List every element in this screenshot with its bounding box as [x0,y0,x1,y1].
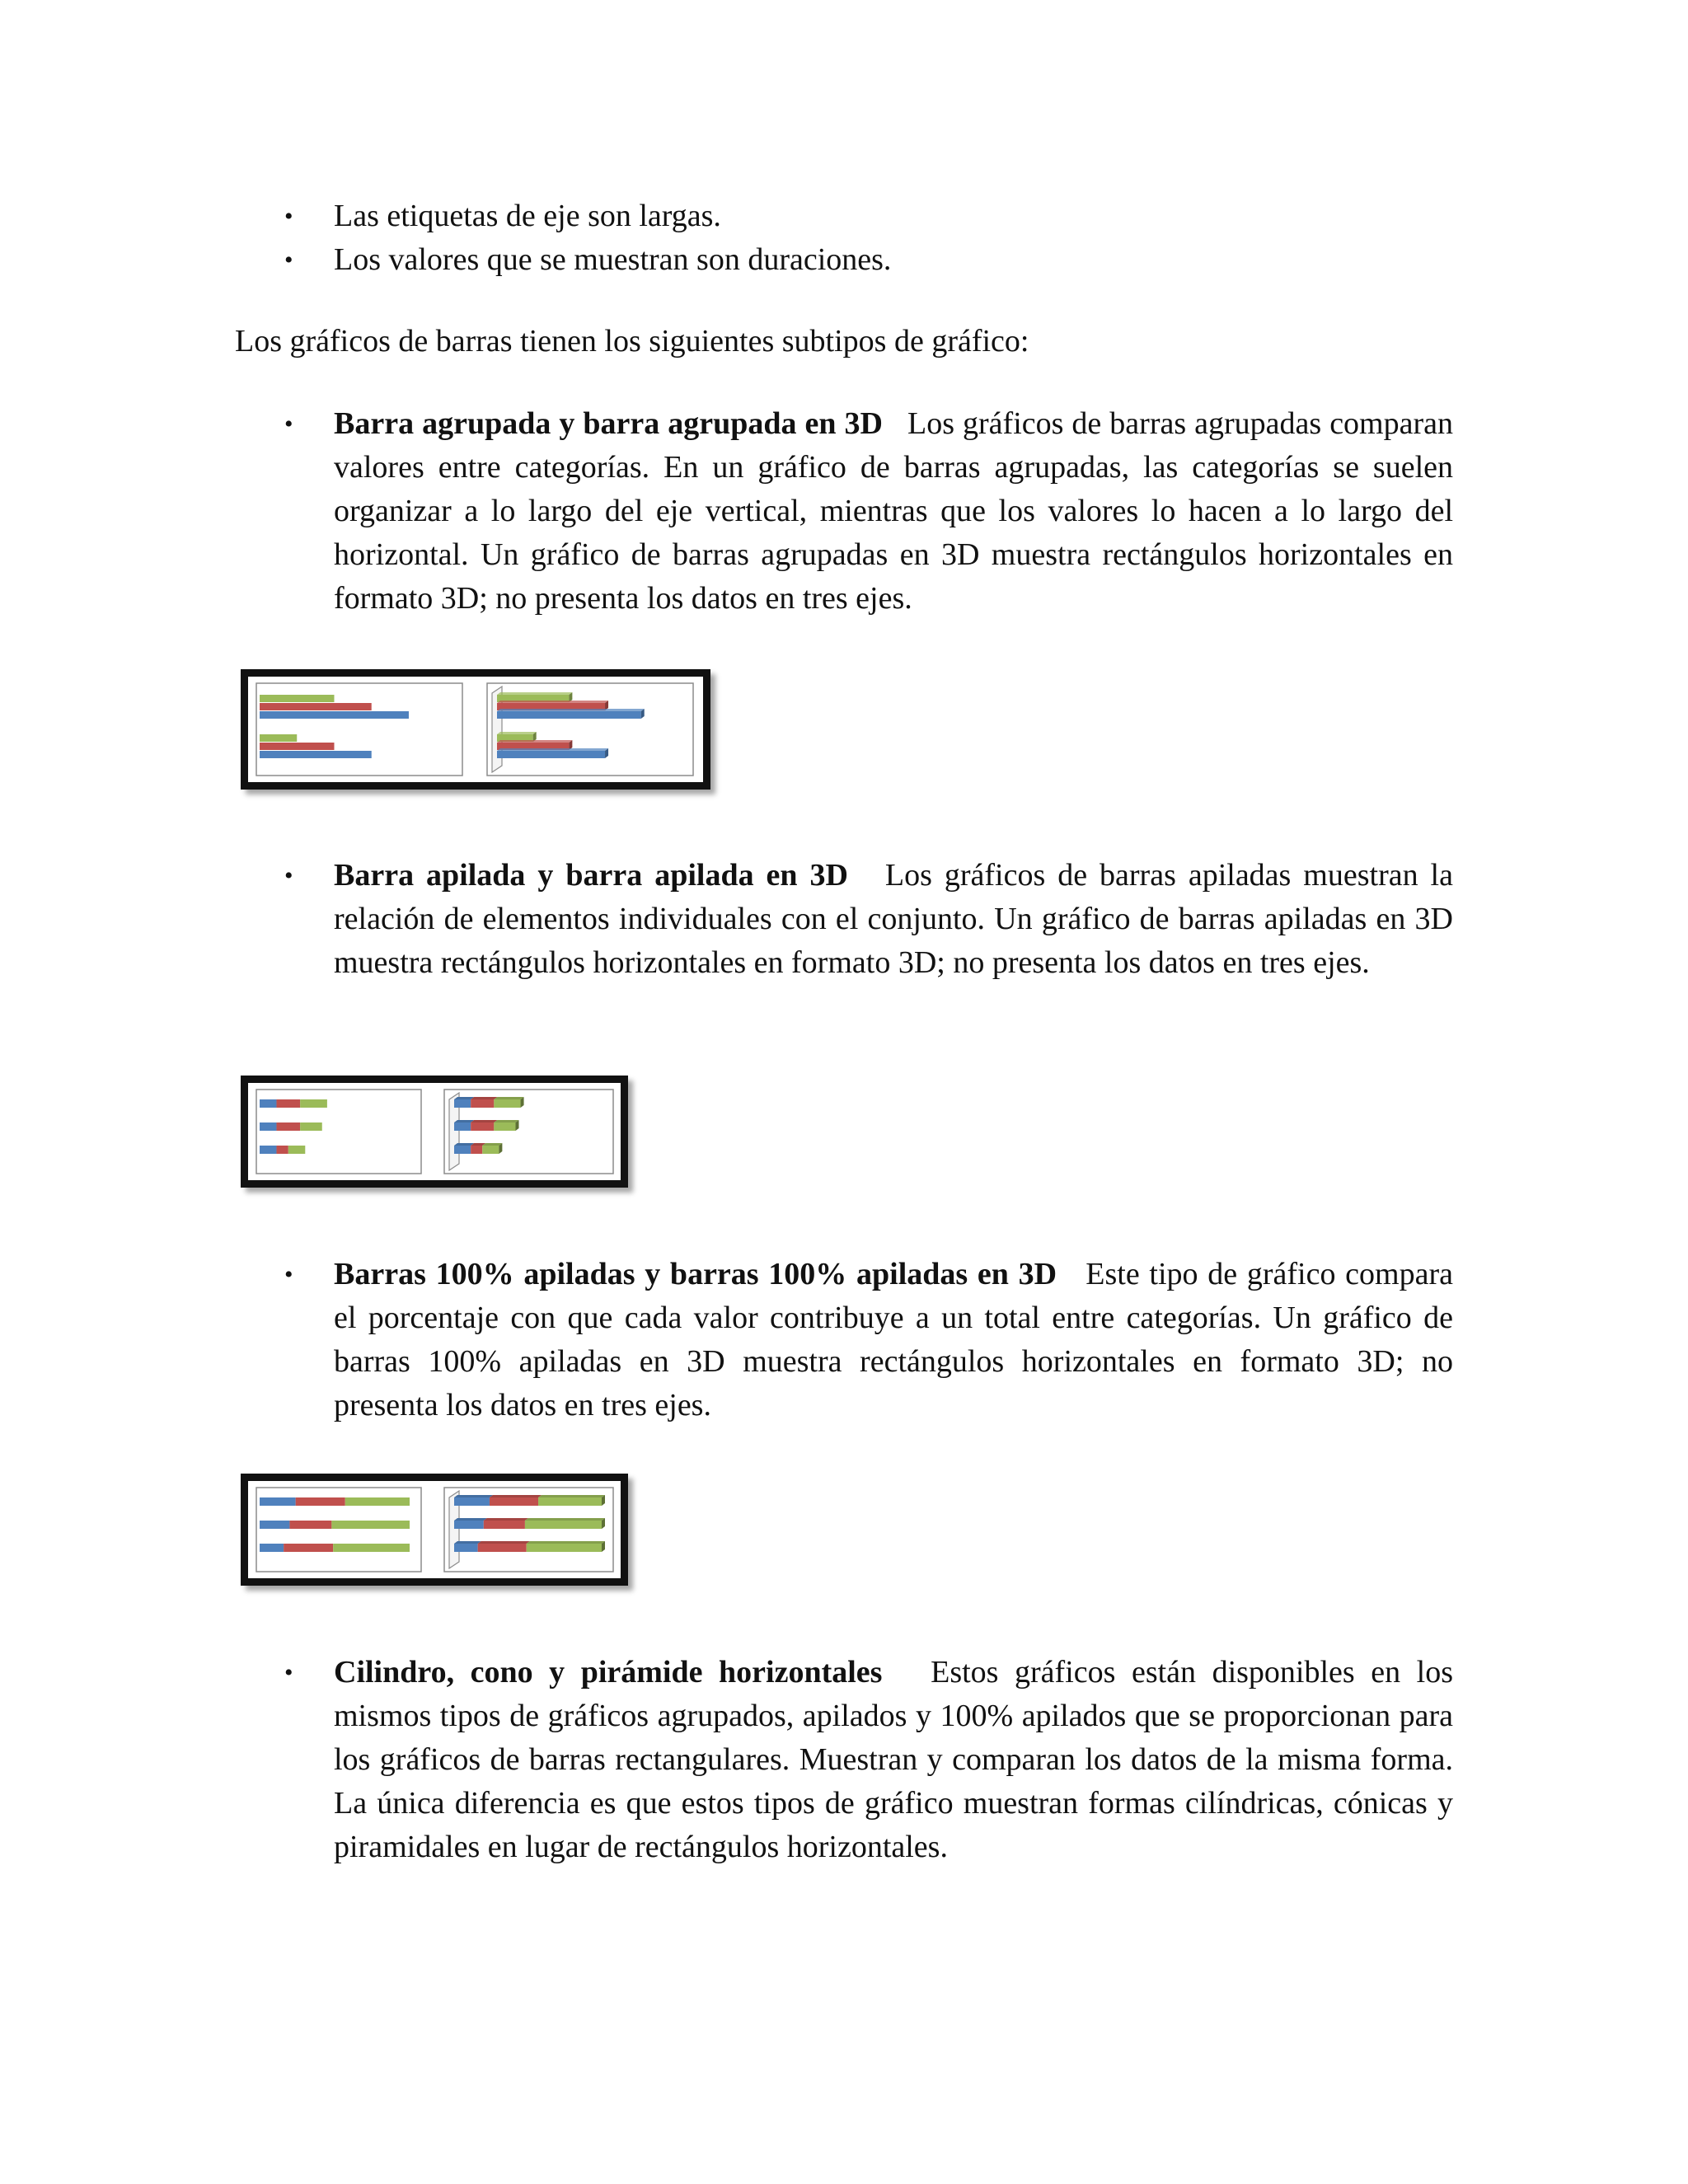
subtype-title: Barras 100% apiladas y barras 100% apiladas en 3D [334,1257,1057,1291]
bullet-dot: • [284,1659,293,1686]
bar-top [494,1120,518,1122]
bar [260,695,334,702]
bar-top [494,1097,523,1099]
bar-segment [454,1497,490,1506]
bar-segment [471,1122,494,1131]
bullet-dot: • [284,1261,293,1288]
bar-top [497,748,608,751]
bar-segment [525,1521,602,1529]
clustered-bar-chart [248,677,703,782]
intro-bullet-2: Los valores que se muestran son duraciones. [334,242,892,277]
bar-top [471,1120,497,1122]
bar-segment [260,1099,276,1108]
bar [260,703,372,710]
bullet-dot: • [284,410,293,438]
bar-segment [284,1544,333,1552]
bar-top [497,732,537,734]
bar-top [454,1518,487,1521]
bar-segment [484,1521,525,1529]
subtype-stacked-paragraph [334,854,1453,985]
bar-segment [454,1521,484,1529]
bar-segment [482,1146,499,1154]
bar-segment [494,1099,520,1108]
bar-segment [300,1099,327,1108]
bar-top [484,1518,528,1521]
intro-paragraph: Los gráficos de barras tienen los siguientes subtipos de gráfico: [235,324,1029,359]
subtype-clustered-paragraph [334,402,1453,621]
bar-segment [527,1544,602,1552]
subtype-title: Barra apilada y barra apilada en 3D [334,858,848,893]
stacked-bar-chart [248,1083,621,1180]
bullet-dot: • [284,246,293,274]
bar [497,751,605,758]
bar-segment [300,1122,322,1131]
percent-stacked-bar-thumbnail [241,1474,628,1586]
bar-top [538,1495,605,1497]
subtype-text: Este tipo de gráfico compara el porcentaje con que cada valor contribuye a un total entre categorías. Un gráfico de barras 100% apiladas en 3D muestra rectángulos horizontales en formato 3D; no presenta los datos en tres ejes. [334,1257,1453,1422]
bullet-dot: • [284,862,293,889]
bar-segment [454,1122,471,1131]
bullet-dot: • [284,203,293,230]
bar-segment [471,1146,482,1154]
bar-segment [260,1497,296,1506]
bar-segment [454,1544,478,1552]
subtype-shapes-paragraph [334,1651,1453,1869]
bar-top [454,1120,474,1122]
bar-segment [276,1122,300,1131]
bar-top [454,1143,474,1146]
bar-top [527,1541,605,1544]
bar-segment [331,1521,410,1529]
bar-top [454,1097,474,1099]
clustered-bar-thumbnail [241,669,710,790]
subtype-text: Los gráficos de barras apiladas muestran la relación de elementos individuales con el conjunto. Un gráfico de barras apiladas en 3D muestra rectángulos horizontales en formato 3D; no presenta los datos en tres ejes. [334,858,1453,980]
bar-top [478,1541,530,1544]
bar-segment [494,1122,515,1131]
bar-segment [471,1099,494,1108]
bar-top [490,1495,542,1497]
bar-top [497,709,645,711]
bar [260,751,372,758]
percent-stacked-bar-chart [248,1481,621,1578]
bar-top [482,1143,502,1146]
bar-segment [276,1099,300,1108]
bar-top [525,1518,605,1521]
bar-top [497,692,572,695]
bar [260,743,334,750]
bar-top [497,701,608,703]
stacked-bar-thumbnail [241,1076,628,1188]
bar-top [471,1097,497,1099]
bar-segment [490,1497,538,1506]
subtype-text: Estos gráficos están disponibles en los mismos tipos de gráficos agrupados, apilados y 100% apilados que se proporcionan para los gráficos de barras rectangulares. Muestran y comparan los datos de la misma forma. La única diferencia es que estos tipos de gráfico muestran formas cilíndricas, cónicas y piramidales en lugar de rectángulos horizontales. [334,1655,1454,1864]
bar-segment [296,1497,345,1506]
intro-bullet-1: Las etiquetas de eje son largas. [334,199,721,233]
bar-segment [260,1146,276,1154]
bar-segment [260,1544,284,1552]
bar [260,734,297,742]
bar-segment [478,1544,527,1552]
bar-segment [276,1146,288,1154]
bar [260,711,409,719]
bar-segment [454,1099,471,1108]
bar-segment [260,1521,289,1529]
bar-segment [538,1497,602,1506]
bar-top [454,1495,493,1497]
subtype-title: Barra agrupada y barra agrupada en 3D [334,406,883,441]
subtype-percent-paragraph [334,1253,1453,1427]
bar [497,711,641,719]
bar-segment [454,1146,471,1154]
bar-segment [289,1521,331,1529]
bar-segment [288,1146,305,1154]
subtype-title: Cilindro, cono y pirámide horizontales [334,1655,883,1690]
bar-top [497,740,572,743]
bar-top [454,1541,481,1544]
bar-segment [345,1497,410,1506]
subtype-text: Los gráficos de barras agrupadas comparan valores entre categorías. En un gráfico de barras agrupadas, las categorías se suelen organizar a lo largo del eje vertical, mientras que los valores lo hacen a lo largo del horizontal. Un gráfico de barras agrupadas en 3D muestra rectángulos horizontales en formato 3D; no presenta los datos en tres ejes. [334,406,1453,616]
bar-segment [260,1122,276,1131]
bar-segment [333,1544,410,1552]
